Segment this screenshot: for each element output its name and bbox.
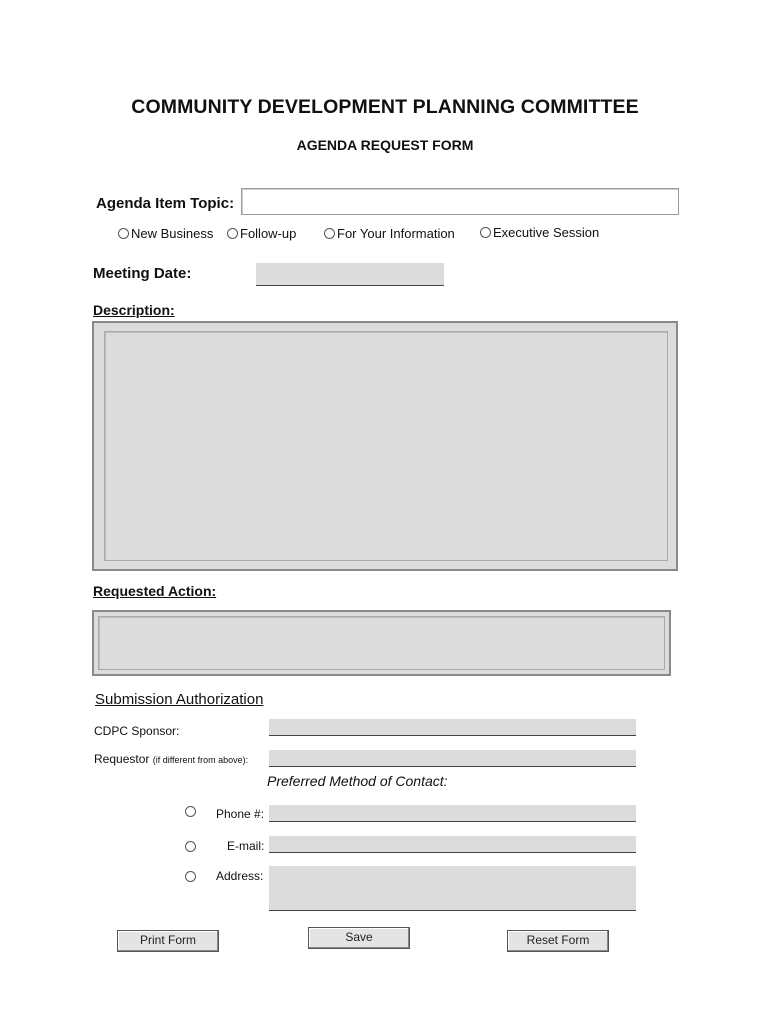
option-label: Executive Session <box>493 225 600 240</box>
phone-field[interactable] <box>269 805 636 822</box>
description-textarea[interactable] <box>92 321 678 571</box>
requestor-note: (if different from above): <box>152 755 249 765</box>
option-label: New Business <box>131 226 214 241</box>
contact-email-radio[interactable] <box>185 841 196 852</box>
save-button[interactable]: Save <box>308 927 410 949</box>
topic-option-fyi[interactable] <box>324 226 455 241</box>
radio-icon[interactable] <box>324 228 335 239</box>
form-subtitle: AGENDA REQUEST FORM <box>296 137 474 153</box>
option-label: Follow-up <box>240 226 297 241</box>
meeting-date-field[interactable] <box>256 263 444 286</box>
radio-icon[interactable] <box>480 227 491 238</box>
requested-action-textarea[interactable] <box>92 610 671 676</box>
requested-action-label: Requested Action: <box>93 583 217 599</box>
sponsor-field[interactable] <box>269 719 636 736</box>
sponsor-label: CDPC Sponsor: <box>94 724 180 738</box>
topic-option-executive-session[interactable] <box>480 225 599 240</box>
email-label: E-mail: <box>227 839 265 853</box>
email-field[interactable] <box>269 836 636 853</box>
phone-label: Phone #: <box>216 807 265 821</box>
contact-address-radio[interactable] <box>185 871 196 882</box>
agenda-topic-input[interactable] <box>241 188 679 215</box>
topic-option-new-business[interactable] <box>118 226 213 241</box>
agenda-topic-label: Agenda Item Topic: <box>96 195 235 212</box>
reset-form-button[interactable]: Reset Form <box>507 930 609 952</box>
submission-heading: Submission Authorization <box>95 691 264 708</box>
contact-heading: Preferred Method of Contact: <box>267 773 448 789</box>
description-label: Description: <box>93 302 175 318</box>
meeting-date-label: Meeting Date: <box>93 265 192 282</box>
radio-icon[interactable] <box>227 228 238 239</box>
print-form-button[interactable]: Print Form <box>117 930 219 952</box>
address-field[interactable] <box>269 866 636 911</box>
requestor-label: Requestor <box>94 752 150 766</box>
requestor-field[interactable] <box>269 750 636 767</box>
radio-icon[interactable] <box>118 228 129 239</box>
option-label: For Your Information <box>337 226 455 241</box>
topic-option-follow-up[interactable] <box>227 226 296 241</box>
requested-action-inner[interactable] <box>98 616 665 670</box>
address-label: Address: <box>216 869 264 883</box>
form-title: COMMUNITY DEVELOPMENT PLANNING COMMITTEE <box>131 96 639 118</box>
description-inner[interactable] <box>104 331 668 561</box>
requestor-label-group <box>94 752 248 766</box>
contact-phone-radio[interactable] <box>185 806 196 817</box>
